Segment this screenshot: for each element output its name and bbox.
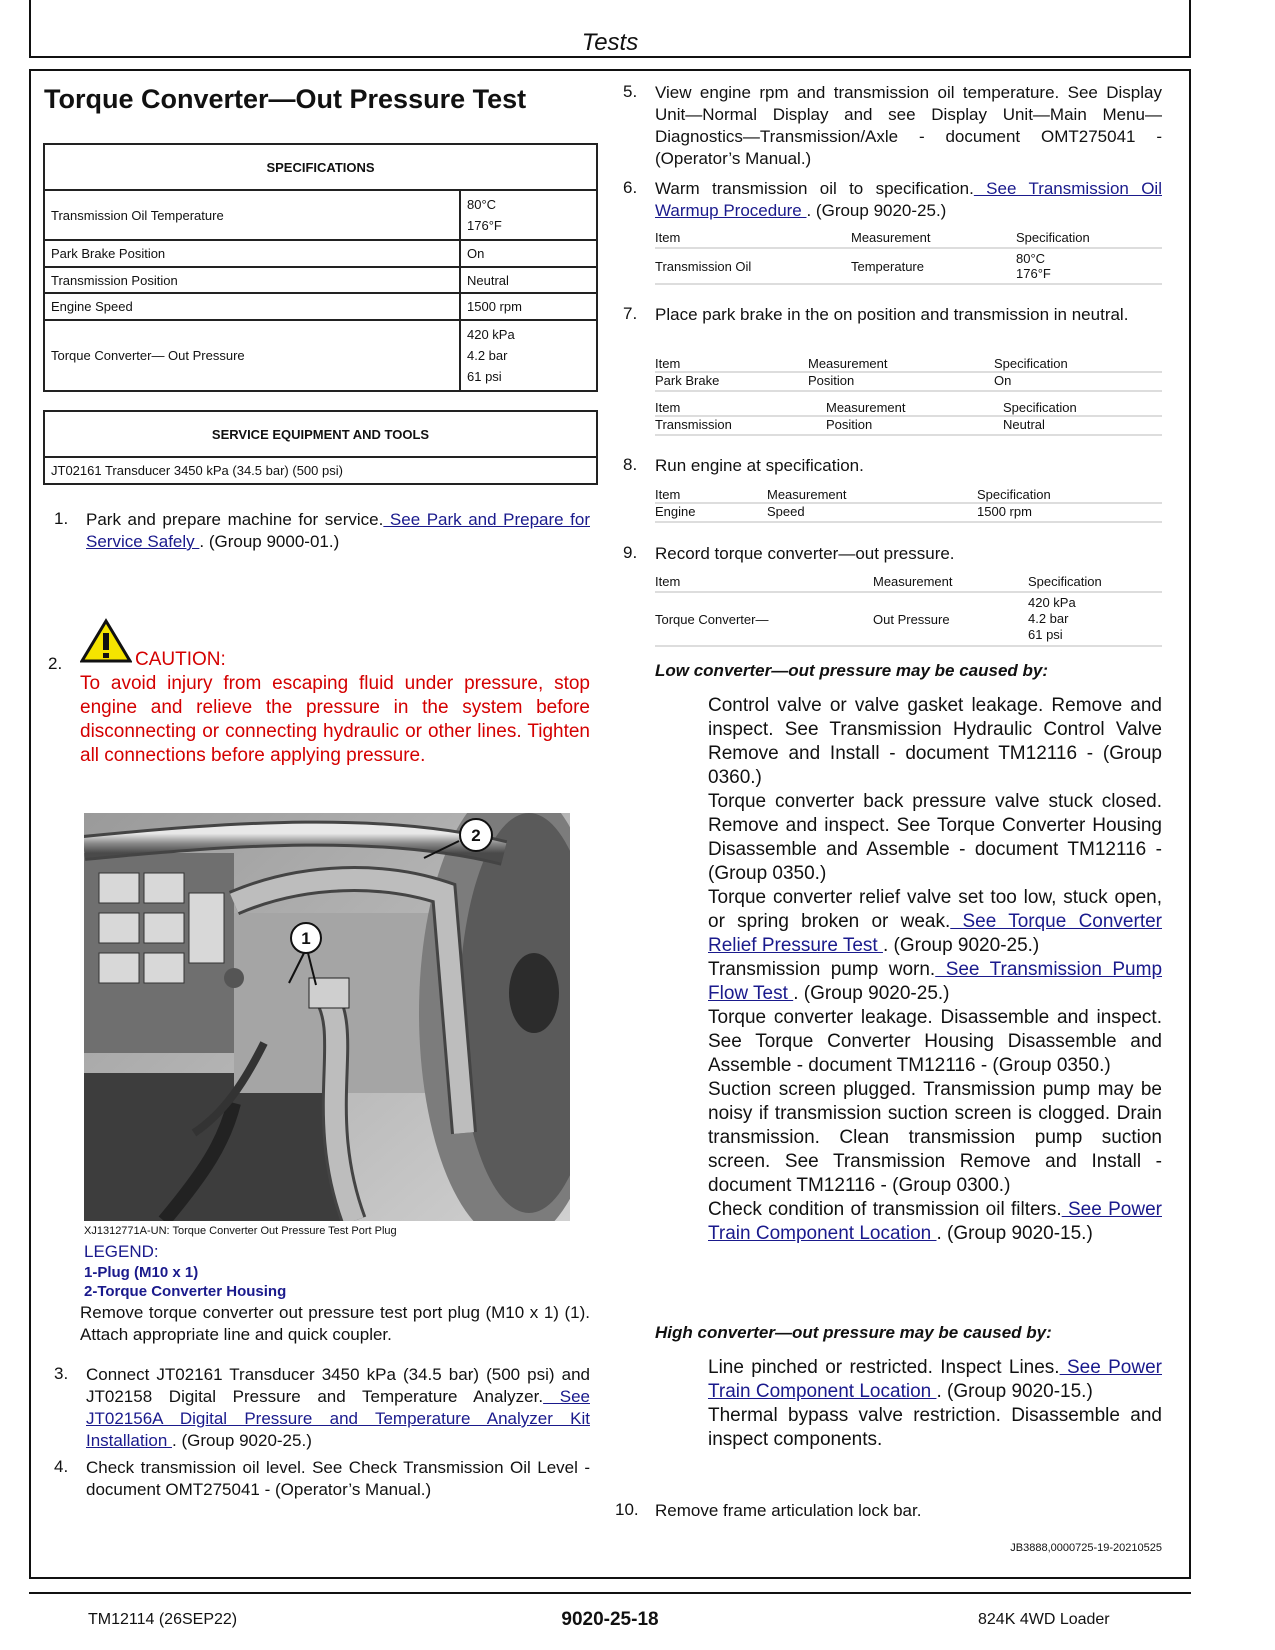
step-2-text: Remove torque converter out pressure test port plug (M10 x 1) (1). Attach appropriate line and quick coupler. (80, 1303, 590, 1344)
caution-label: CAUTION: (135, 649, 226, 670)
step-6-link[interactable]: See Transmission Oil Warmup Procedure (655, 179, 1162, 220)
cause-item: Torque converter relief valve set too low, stuck open, or spring broken or weak. See Torque Converter Relief Pressure Test . (Group 9020-25.) (708, 887, 1162, 956)
cause-item: Torque converter back pressure valve stuck closed. Remove and inspect. See Torque Converter Housing Disassemble and Assemble - document TM12116 - (Group 0350.) (708, 791, 1162, 884)
spec-table-step-6: Item Measurement Specification Transmission Oil Temperature 80°C 176°F (655, 230, 1162, 285)
step-10-text: Remove frame articulation lock bar. (655, 1501, 922, 1520)
figure-caption: XJ1312771A-UN: Torque Converter Out Pressure Test Port Plug (84, 1225, 397, 1237)
footer-left: TM12114 (26SEP22) (88, 1611, 238, 1628)
step-9-text: Record torque converter—out pressure. (655, 544, 955, 563)
cause-link[interactable]: See Torque Converter Relief Pressure Test (708, 911, 1162, 956)
callout-1-label: 1 (301, 929, 311, 948)
cause-item: Check condition of transmission oil filters. See Power Train Component Location . (Group 9020-15.) (708, 1199, 1162, 1244)
footer-rule (29, 1592, 1191, 1594)
spec-value: 420 kPa 4.2 bar 61 psi (460, 320, 597, 391)
legend-title: LEGEND: (84, 1242, 159, 1261)
spec-label: Torque Converter— Out Pressure (44, 320, 460, 391)
spec-value: 1500 rpm (460, 293, 597, 320)
cause-item: Line pinched or restricted. Inspect Lines. See Power Train Component Location . (Group 9020-15.) (708, 1357, 1162, 1402)
page-number: 9020-25-18 (561, 1609, 659, 1630)
step-5-text: View engine rpm and transmission oil temperature. See Display Unit—Normal Display and see Display Unit—Main Menu—Diagnostics—Transmission/Axle - document OMT275041 - (Operator’s Manual.) (655, 83, 1162, 168)
header-title: Tests (581, 29, 639, 56)
spec-table-step-8: Item Measurement Specification Engine Speed 1500 rpm (655, 487, 1162, 523)
footer-right: 824K 4WD Loader (978, 1611, 1110, 1628)
spec-value: 80°C 176°F (460, 190, 597, 240)
cause-item: Suction screen plugged. Transmission pump may be noisy if transmission suction screen is clogged. Drain transmission. Clean transmission pump suction screen. See Transmission Remove and Install - document TM12116 - (Group 0300.) (708, 1079, 1162, 1196)
spec-label: Transmission Oil Temperature (44, 190, 460, 240)
step-number: 4. (54, 1457, 69, 1476)
spec-label: Transmission Position (44, 267, 460, 293)
step-1-text: Park and prepare machine for service. See Park and Prepare for Service Safely . (Group 9000-01.) (86, 510, 590, 551)
spec-table-step-9: Item Measurement Specification Torque Converter— Out Pressure 420 kPa 4.2 bar 61 psi (655, 574, 1162, 647)
step-number: 10. (615, 1500, 639, 1519)
step-number: 3. (54, 1364, 69, 1383)
warning-icon (80, 618, 132, 664)
cause-item: Control valve or valve gasket leakage. Remove and inspect. See Transmission Hydraulic Control Valve Remove and Install - document TM12116 - (Group 0360.) (708, 695, 1162, 788)
specifications-table (43, 143, 598, 392)
tool-row: JT02161 Transducer 3450 kPa (34.5 bar) (500 psi) (44, 457, 597, 484)
caution-text: To avoid injury from escaping fluid under pressure, stop engine and relieve the pressure in the system before disconnecting or connecting hydraulic or other lines. Tighten all connections before applying pressure. (80, 673, 590, 766)
spec-table-step-7a: Item Measurement Specification Park Brake Position On (655, 356, 1162, 392)
high-causes-heading: High converter—out pressure may be caused by: (655, 1323, 1052, 1342)
step-8-text: Run engine at specification. (655, 456, 864, 475)
specifications-heading: SPECIFICATIONS (44, 144, 597, 190)
legend-item: 1-Plug (M10 x 1) (84, 1264, 199, 1281)
low-causes-heading: Low converter—out pressure may be caused by: (655, 661, 1049, 680)
document-id: JB3888,0000725-19-20210525 (1010, 1542, 1162, 1554)
step-7-text: Place park brake in the on position and transmission in neutral. (655, 305, 1129, 324)
step-4-text: Check transmission oil level. See Check Transmission Oil Level - document OMT275041 - (Operator’s Manual.) (86, 1458, 590, 1499)
step-3-link[interactable]: See JT02156A Digital Pressure and Temperature Analyzer Kit Installation (86, 1387, 590, 1450)
cause-link[interactable]: See Transmission Pump Flow Test (708, 959, 1163, 1004)
step-number: 7. (623, 304, 638, 323)
spec-value: On (460, 240, 597, 267)
transmission-illustration (84, 813, 570, 1221)
legend-item: 2-Torque Converter Housing (84, 1283, 287, 1300)
step-6-text: Warm transmission oil to specification. See Transmission Oil Warmup Procedure . (Group 9020-25.) (655, 179, 1162, 220)
transmission-photo (84, 813, 570, 1221)
cause-item: Transmission pump worn. See Transmission Pump Flow Test . (Group 9020-25.) (708, 959, 1163, 1004)
step-3-text: Connect JT02161 Transducer 3450 kPa (34.5 bar) (500 psi) and JT02158 Digital Pressure and Temperature Analyzer. See JT02156A Digital Pressure and Temperature Analyzer Kit Installation . (Group 9020-25.) (86, 1365, 590, 1450)
spec-label: Park Brake Position (44, 240, 460, 267)
tools-table (43, 410, 598, 485)
spec-label: Engine Speed (44, 293, 460, 320)
step-number: 9. (623, 543, 638, 562)
step-number: 2. (48, 654, 63, 673)
cause-link[interactable]: See Power Train Component Location (708, 1199, 1162, 1244)
tools-heading: SERVICE EQUIPMENT AND TOOLS (44, 411, 597, 457)
step-number: 5. (623, 82, 638, 101)
step-number: 6. (623, 178, 638, 197)
cause-item: Thermal bypass valve restriction. Disassemble and inspect components. (708, 1405, 1162, 1450)
spec-table-step-7b: Item Measurement Specification Transmission Position Neutral (655, 400, 1162, 436)
callout-2-label: 2 (471, 826, 481, 845)
page-title: Torque Converter—Out Pressure Test (44, 84, 527, 114)
step-number: 1. (54, 509, 69, 528)
step-1-link[interactable]: See Park and Prepare for Service Safely (86, 510, 590, 551)
cause-item: Torque converter leakage. Disassemble and inspect. See Torque Converter Housing Disassemble and Assemble - document TM12116 - (Group 0350.) (708, 1007, 1162, 1076)
step-number: 8. (623, 455, 638, 474)
high-causes-list (708, 1356, 1162, 1452)
cause-link[interactable]: See Power Train Component Location (708, 1357, 1162, 1402)
low-causes-list (708, 694, 1162, 1246)
spec-value: Neutral (460, 267, 597, 293)
